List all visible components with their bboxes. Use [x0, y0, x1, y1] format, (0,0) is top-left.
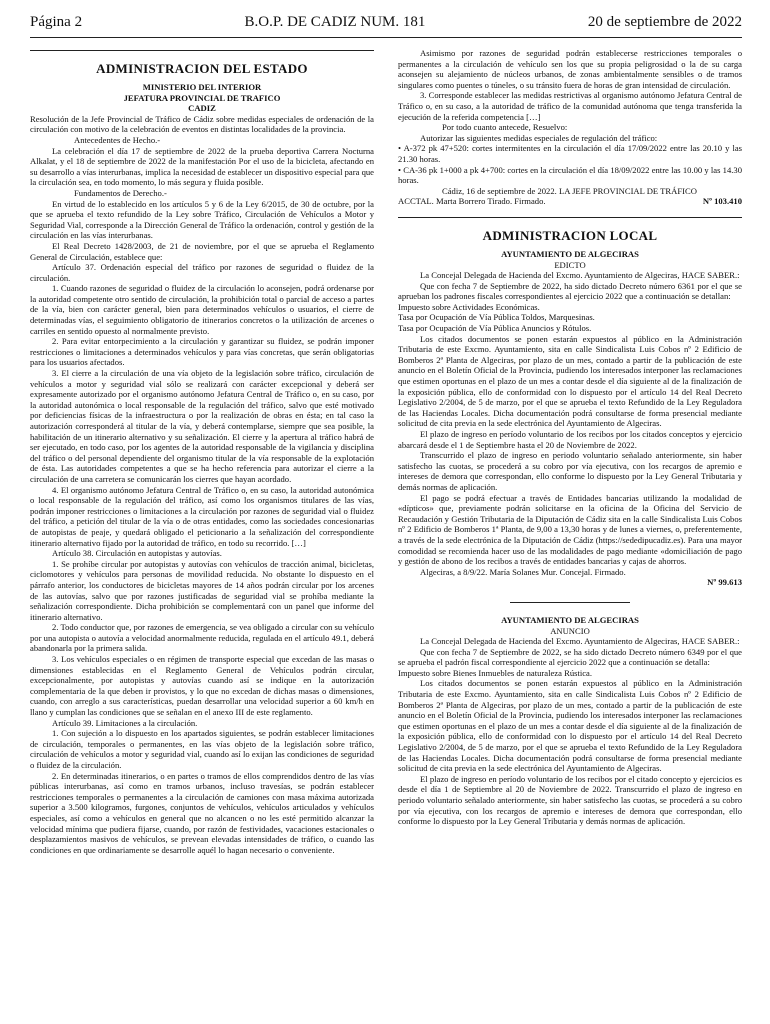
measure-ca36: • CA-36 pk 1+000 a pk 4+700: cortes en la circulación el día 18/09/2022 entre las 10.00 y las 14.30 horas.	[398, 164, 742, 186]
left-column	[30, 48, 374, 855]
anuncio-paragraph: El plazo de ingreso en período voluntario de los recibos por el citado concepto y ejercicios es desde el día 1 de Septiembre al 20 de Noviembre de 2022. Transcurrido el plazo de ingreso en periodo voluntario señalado anteriormente, sin haber satisfecho las cuotas, se procederá a su cobro por vía ejecutiva, con los recargos de apremio e intereses de demora que correspondan, ello conforme lo dispuesto por la Ley General Tributaria y demás normas de aplicación.	[398, 773, 742, 827]
resolve-line: Por todo cuanto antecede, Resuelvo:	[442, 122, 568, 133]
edicto-paragraph: La Concejal Delegada de Hacienda del Excmo. Ayuntamiento de Algeciras, HACE SABER.:	[420, 270, 740, 281]
edicto-number: Nº 99.613	[707, 577, 742, 588]
article-39-point-1: 1. Con sujeción a lo dispuesto en los apartados siguientes, se podrán establecer limitaciones de circulación, temporales o permanentes, en las vías objeto de la legislación sobre tráfico, circulación de vehículos a motor y seguridad vial, cuando así lo exijan las condiciones de seguridad o fluidez de la circulación.	[30, 728, 374, 770]
facts-heading: Antecedentes de Hecho.-	[74, 134, 161, 145]
section-heading-local: ADMINISTRACION LOCAL	[482, 227, 658, 243]
city-heading: CADIZ	[188, 103, 216, 114]
signature-line	[398, 196, 742, 207]
facts-paragraph: La celebración el día 17 de septiembre de 2022 de la prueba deportiva Carrera Nocturna Alkalat, y el 18 de septiembre de 2022 de la manifestación Por el uso de la bicicleta, afectando en su desarrollo a vías interurbanas, implica la necesidad de establecer un dispositivo especial para que la circulación sea, en todo momento, lo más segura y fluida posible.	[30, 145, 374, 188]
anuncio-paragraph: Que con fecha 7 de Septiembre de 2022, se ha sido dictado Decreto número 6349 por el que se aprueba el padrón fiscal correspondiente al ejercicio 2022 que a continuación se detalla:	[398, 646, 742, 668]
restrictions-paragraph: Asimismo por razones de seguridad podrán establecerse restricciones temporales o permanentes a la circulación de vehículo sen los que su propia peligrosidad o la de su carga aconsejen su alejamiento de núcleos urbanos, de zonas ambientalmente sensibles o de tramos singulares como puentes o túneles, o su tránsito fuera de horas de gran intensidad de circulación.	[398, 48, 742, 90]
anuncio-paragraph: Los citados documentos se ponen estarán expuestos al público en la Administración Tributaria de este Excmo. Ayuntamiento, sita en calle Sindicalista Luis Cobos nº 2 Edificio de Bomberos 2ª Planta de Algeciras, por plazo de un mes, contado a partir de la publicación de este anuncio en el Boletín Oficial de la Provincia, pudiendo los interesados interponer las reclamaciones que estimen oportunas en el plazo de un mes a contar desde el día siguiente al de la finalización de la exposición pública, ello de conformidad con lo dispuesto por el artículo 14 del Real Decreto Legislativo 2/2004, de 5 de marzo, por el que se aprueba el texto Refundido de la Ley Reguladora de las Haciendas Locales. Dicha documentación podrá consultarse de forma presencial mediante solicitud de cita previa en la sede electrónica del Ayuntamiento de Algeciras.	[398, 678, 742, 774]
edicto-signature: Algeciras, a 8/9/22. María Solanes Mur. Concejal. Firmado.	[420, 566, 626, 577]
article-37-point-4: 4. El organismo autónomo Jefatura Central de Tráfico o, en su caso, la autoridad autonómica o local responsable de la regulación del tráfico, así como los organismos titulares de las vías, podrán imponer restricciones o limitaciones a la circulación por razones de seguridad vial o fluidez del tráfico, a petición del titular de la vía o de otras entidades, como las sociedades concesionarias de autopistas de peaje, y quedará obligado el peticionario a la señalización del correspondiente itinerario alternativo fijado por la autoridad de tráfico, en todo su recorrido. […]	[30, 484, 374, 548]
edicto-paragraph: Los citados documentos se ponen estarán expuestos al público en la Administración Tributaria de este Excmo. Ayuntamiento, sita en calle Sindicalista Luis Cobos nº 2 Edificio de Bomberos 2ª Planta de Algeciras, por plazo de un mes, contado a partir de la publicación de este anuncio en el Boletín Oficial de la Provincia, pudiendo los interesados interponer las reclamaciones que estimen oportunas en el plazo de un mes a contar desde el día siguiente al de la finalización de la exposición pública, ello de conformidad con lo dispuesto por el artículo 14 del Real Decreto Legislativo 2/2004, de 5 de marzo, por el que se aprueba el texto Refundido de la Ley Reguladora de las Haciendas Locales. Dicha documentación podrá consultarse de forma presencial mediante solicitud de cita previa en la sede electrónica del Ayuntamiento de Algeciras.	[398, 333, 742, 429]
anuncio-item: Impuesto sobre Bienes Inmuebles de naturaleza Rústica.	[398, 667, 593, 678]
article-37-point-1: 1. Cuando razones de seguridad o fluidez de la circulación lo aconsejen, podrá ordenarse por la autoridad competente otro sentido de circulación, la prohibición total o parcial de acceso a partes de la vía, bien con carácter general, bien para determinados vehículos o usuarios, el cierre de determinadas vías, el seguimiento obligatorio de itinerarios concretos o la utilización de arcenes o carriles en sentido opuesto al normalmente previsto.	[30, 283, 374, 336]
resolution-intro: Resolución de la Jefe Provincial de Tráfico de Cádiz sobre medidas especiales de ordenación de la circulación con motivo de la celebración de eventos en distintas localidades de la provincia.	[30, 113, 374, 135]
measure-a372: • A-372 pk 47+520: cortes intermitentes en la circulación el día 17/09/2022 entre las 20.10 y las 21.30 horas.	[398, 143, 742, 164]
article-38-point-3: 3. Los vehículos especiales o en régimen de transporte especial que excedan de las masas o dimensiones establecidas en el Reglamento General de Vehículos podrán circular, excepcionalmente, por autopistas y autovías cuando así se indique en la autorización complementaria de la que deben ir provistos, y lo que no excedan de dichas masas o dimensiones, cuando, con arreglo a sus características, puedan desarrollar una velocidad superior a 60 km/h en llano y cumplan las condiciones que se señalan en el anexo III de este reglamento.	[30, 654, 374, 718]
edicto-paragraph: Transcurrido el plazo de ingreso en periodo voluntario señalado anteriormente, sin haber satisfecho las cuotas, se procederá a su cobro por vía ejecutiva, con los recargos de apremio e intereses de demora que correspondan, ello conforme lo dispuesto por la Ley General Tributaria y demás normas de aplicación.	[398, 450, 742, 492]
office-heading: JEFATURA PROVINCIAL DE TRAFICO	[123, 92, 281, 103]
article-37-point-2: 2. Para evitar entorpecimiento a la circulación y garantizar su fluidez, se podrán imponer restricciones o limitaciones a determinados vehículos y para vías concretas, que serán obligatorias para los usuarios afectados.	[30, 336, 374, 368]
publication-title: B.O.P. DE CADIZ NUM. 181	[244, 14, 426, 30]
article-38-heading: Artículo 38. Circulación en autopistas y autovías.	[52, 548, 222, 559]
edicto-type: EDICTO	[554, 259, 586, 270]
section-rule	[30, 50, 374, 51]
article-39-heading: Artículo 39. Limitaciones a la circulación.	[52, 717, 198, 728]
edicto-paragraph: El pago se podrá efectuar a través de Entidades bancarias utilizando la modalidad de «dípticos» que, previamente podrán solicitarse en la oficina de la Oficina del Servicio de Recaudación y Gestión Tributaria de la Diputación de Cádiz sita en la calle Sindicalista Luis Cobos nº 2 Edificio de Bomberos 1ª Planta, de 9,00 a 13,30 horas y de lunes a viernes, o, preferentemente, a través de la sede electrónica de la Diputación de Cádiz (https://sededipucadiz.es). Para una mayor comodidad se recomienda hacer uso de las modalidades de pago mediante «domiciliación de pago y gestión de abono de los recibos a través de entidades bancarias y cajas de ahorros.	[398, 492, 742, 567]
ministry-heading: MINISTERIO DEL INTERIOR	[142, 82, 262, 92]
page-number: Página 2	[30, 14, 83, 30]
publication-date: 20 de septiembre de 2022	[587, 14, 742, 30]
edicto-item: Impuesto sobre Actividades Económicas.	[398, 301, 540, 312]
edicto-item: Tasa por Ocupación de Vía Pública Toldos, Marquesinas.	[398, 312, 595, 323]
law-heading: Fundamentos de Derecho.-	[74, 187, 167, 198]
signatory: ACCTAL. Marta Borrero Tirado. Firmado.	[398, 196, 546, 207]
announcement-divider	[510, 602, 630, 603]
article-37-heading: Artículo 37. Ordenación especial del tráfico por razones de seguridad o fluidez de la circulación.	[30, 262, 374, 283]
article-38-point-1: 1. Se prohíbe circular por autopistas y autovías con vehículos de tracción animal, bicicletas, ciclomotores y vehículos para personas de movilidad reducida. No obstante lo dispuesto en el párrafo anterior, los conductores de bicicletas mayores de 14 años podrán circular por los arcenes de las autovías, salvo que por razones justificadas de seguridad vial se prohíba mediante la señalización correspondiente. Dicha prohibición se complementará con un panel que informe del itinerario alternativo.	[30, 558, 374, 622]
edicto-item: Tasa por Ocupación de Vía Pública Anuncios y Rótulos.	[398, 323, 592, 334]
edicto-paragraph: El plazo de ingreso en período voluntario de los recibos por los citados conceptos y ejercicio abarcará desde el 1 de Septiembre hasta el 20 de Noviembre de 2022.	[398, 429, 742, 450]
article-39-point-2: 2. En determinadas itinerarios, o en partes o tramos de ellos comprendidos dentro de las vías públicas interurbanas, así como en tramos urbanos, incluso travesías, se podrán establecer restricciones temporales o permanentes a la circulación de camiones con masa máxima autorizada superior a 3.500 kilogramos, furgones, conjuntos de vehículos, vehículos articulados y vehículos especiales, así como a vehículos en general que no alcancen o no les esté permitido alcanzar la velocidad mínima que pudiera fijarse, cuando, por razón de festividades, vacaciones estacionales o desplazamientos masivos de vehículos, se prevean elevadas intensidades de tráfico, o cuando las condiciones en que ordinariamente se desarrolle aquél lo hagan necesario o conveniente.	[30, 770, 374, 855]
decree-paragraph: El Real Decreto 1428/2003, de 21 de noviembre, por el que se aprueba el Reglamento General de Circulación, establece que:	[30, 240, 374, 262]
right-column	[398, 48, 742, 855]
edicto-paragraph: Que con fecha 7 de Septiembre de 2022, ha sido dictado Decreto número 6361 por el que se aprueban los padrones fiscales correspondientes al ejercicio 2022 que a continuación se detallan:	[398, 280, 742, 302]
article-37-point-3: 3. El cierre a la circulación de una vía objeto de la legislación sobre tráfico, circulación de vehículos a motor y seguridad vial sólo se realizará con carácter excepcional y deberá ser expresamente autorizado por el organismo autónomo Jefatura Central de Tráfico o, en su caso, por la autoridad autonómica o local responsable de la regulación del tráfico, salvo que esté motivado por deficiencias físicas de la infraestructura o por la realización de obras en ésta; en tal caso la autorización corresponderá al titular de la vía, y deberá contemplarse, siempre que sea posible, la habilitación de un itinerario alternativo y su señalización. El cierre y la apertura al tráfico habrá de ser ejecutado, en todo caso, por los agentes de la autoridad responsable de la vigilancia y disciplina del tráfico o del personal dependiente del organismo titular de la vía responsable de la explotación de ésta. Las autoridades competentes a que se ha hecho referencia para autorizar el cierre a la circulación de una carretera se comunicarán los cierres que hayan acordado.	[30, 368, 374, 484]
running-header	[30, 14, 742, 38]
two-column-body	[30, 48, 742, 855]
law-paragraph: En virtud de lo establecido en los artículos 5 y 6 de la Ley 6/2015, de 30 de octubre, por la que se aprueba el texto refundido de la Ley sobre Tráfico, Circulación de Vehículos a Motor y Seguridad Vial, corresponde a la Dirección General de Tráfico la ordenación, control y gestión de la circulación en las vías interurbanas.	[30, 198, 374, 241]
authorize-line: Autorizar las siguientes medidas especiales de regulación del tráfico:	[420, 132, 658, 143]
anuncio-paragraph: La Concejal Delegada de Hacienda del Excmo. Ayuntamiento de Algeciras, HACE SABER.:	[420, 636, 740, 647]
signing-place-date: Cádiz, 16 de septiembre de 2022. LA JEFE PROVINCIAL DE TRÁFICO	[442, 185, 697, 196]
announcement-number: Nº 103.410	[702, 196, 742, 207]
anuncio-type: ANUNCIO	[550, 625, 590, 636]
competence-paragraph: 3. Corresponde establecer las medidas restrictivas al organismo autónomo Jefatura Central de Tráfico o, en su caso, a la autoridad de tráfico de la comunidad autónoma que tenga transferida la ejecución de la referida competencia […]	[398, 90, 742, 122]
edicto-org: AYUNTAMIENTO DE ALGECIRAS	[501, 248, 639, 259]
anuncio-org: AYUNTAMIENTO DE ALGECIRAS	[501, 614, 639, 625]
section-heading-estado: ADMINISTRACION DEL ESTADO	[96, 61, 308, 76]
article-38-point-2: 2. Todo conductor que, por razones de emergencia, se vea obligado a circular con su vehículo por una autopista o autovía a velocidad anormalmente reducida, regulada en el artículo 49.1, deberá abandonarla por la primera salida.	[30, 622, 374, 654]
section-rule	[398, 217, 742, 218]
